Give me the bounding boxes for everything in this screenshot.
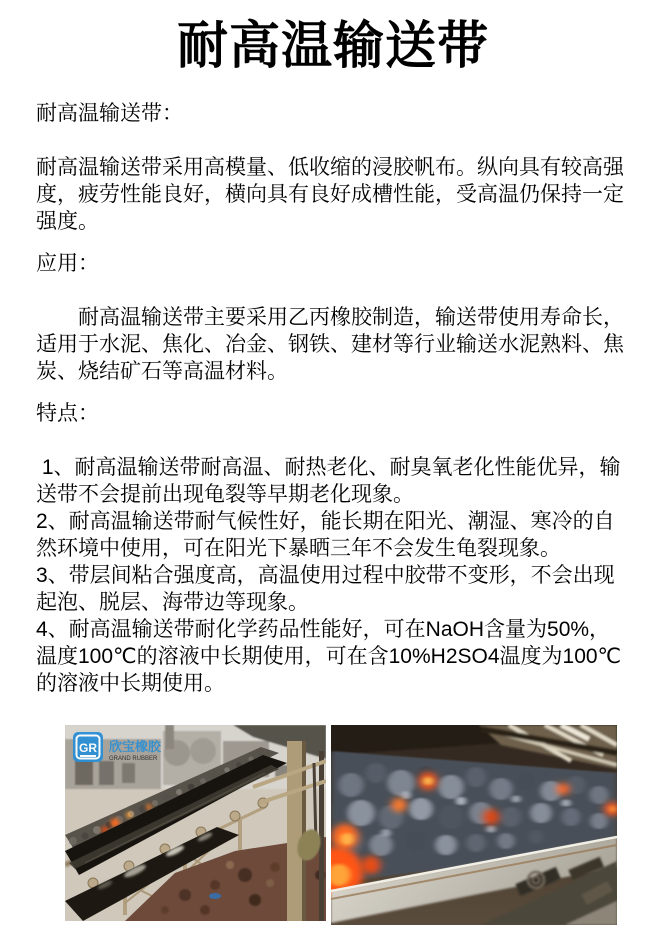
section-heading-intro: 耐高温输送带： xyxy=(36,102,183,125)
page-title: 耐高温输送带 xyxy=(176,17,489,74)
article-body xyxy=(36,100,630,697)
photo-hot-sinter-closeup xyxy=(331,725,617,925)
factory-conveyor-illustration xyxy=(65,725,326,921)
application-paragraph: 耐高温输送带主要采用乙丙橡胶制造，输送带使用寿命长，适用于水泥、焦化、冶金、钢铁、建材等行业输送水泥熟料、焦炭、烧结矿石等高温材料。 xyxy=(36,306,624,383)
feature-item-1: 1、耐高温输送带耐高温、耐热老化、耐臭氧老化性能优异，输送带不会提前出现龟裂等早期老化现象。 xyxy=(36,456,621,506)
hot-sinter-illustration xyxy=(331,725,617,925)
feature-item-3: 3、带层间粘合强度高，高温使用过程中胶带不变形，不会出现起泡、脱层、海带边等现象。 xyxy=(36,564,615,614)
photo-row xyxy=(65,725,630,925)
brand-name-en: GRAND RUBBER xyxy=(109,756,158,762)
feature-item-2: 2、耐高温输送带耐气候性好，能长期在阳光、潮湿、寒冷的自然环境中使用，可在阳光下暴晒三年不会发生龟裂现象。 xyxy=(36,510,615,560)
logo-monogram: GR xyxy=(79,741,97,755)
feature-item-4: 4、耐高温输送带耐化学药品性能好，可在NaOH含量为50%，温度100℃的溶液中长期使用，可在含10%H2SO4温度为100℃的溶液中长期使用。 xyxy=(36,618,622,695)
brand-name-cn: 欣宝橡胶 xyxy=(109,739,162,754)
section-heading-features: 特点： xyxy=(36,402,99,425)
intro-paragraph: 耐高温输送带采用高模量、低收缩的浸胶帆布。纵向具有较高强度，疲劳性能良好，横向具有良好成槽性能，受高温仍保持一定强度。 xyxy=(36,156,624,233)
section-heading-application: 应用： xyxy=(36,252,99,275)
features-list xyxy=(36,454,630,697)
photo-factory-conveyor xyxy=(65,725,326,921)
